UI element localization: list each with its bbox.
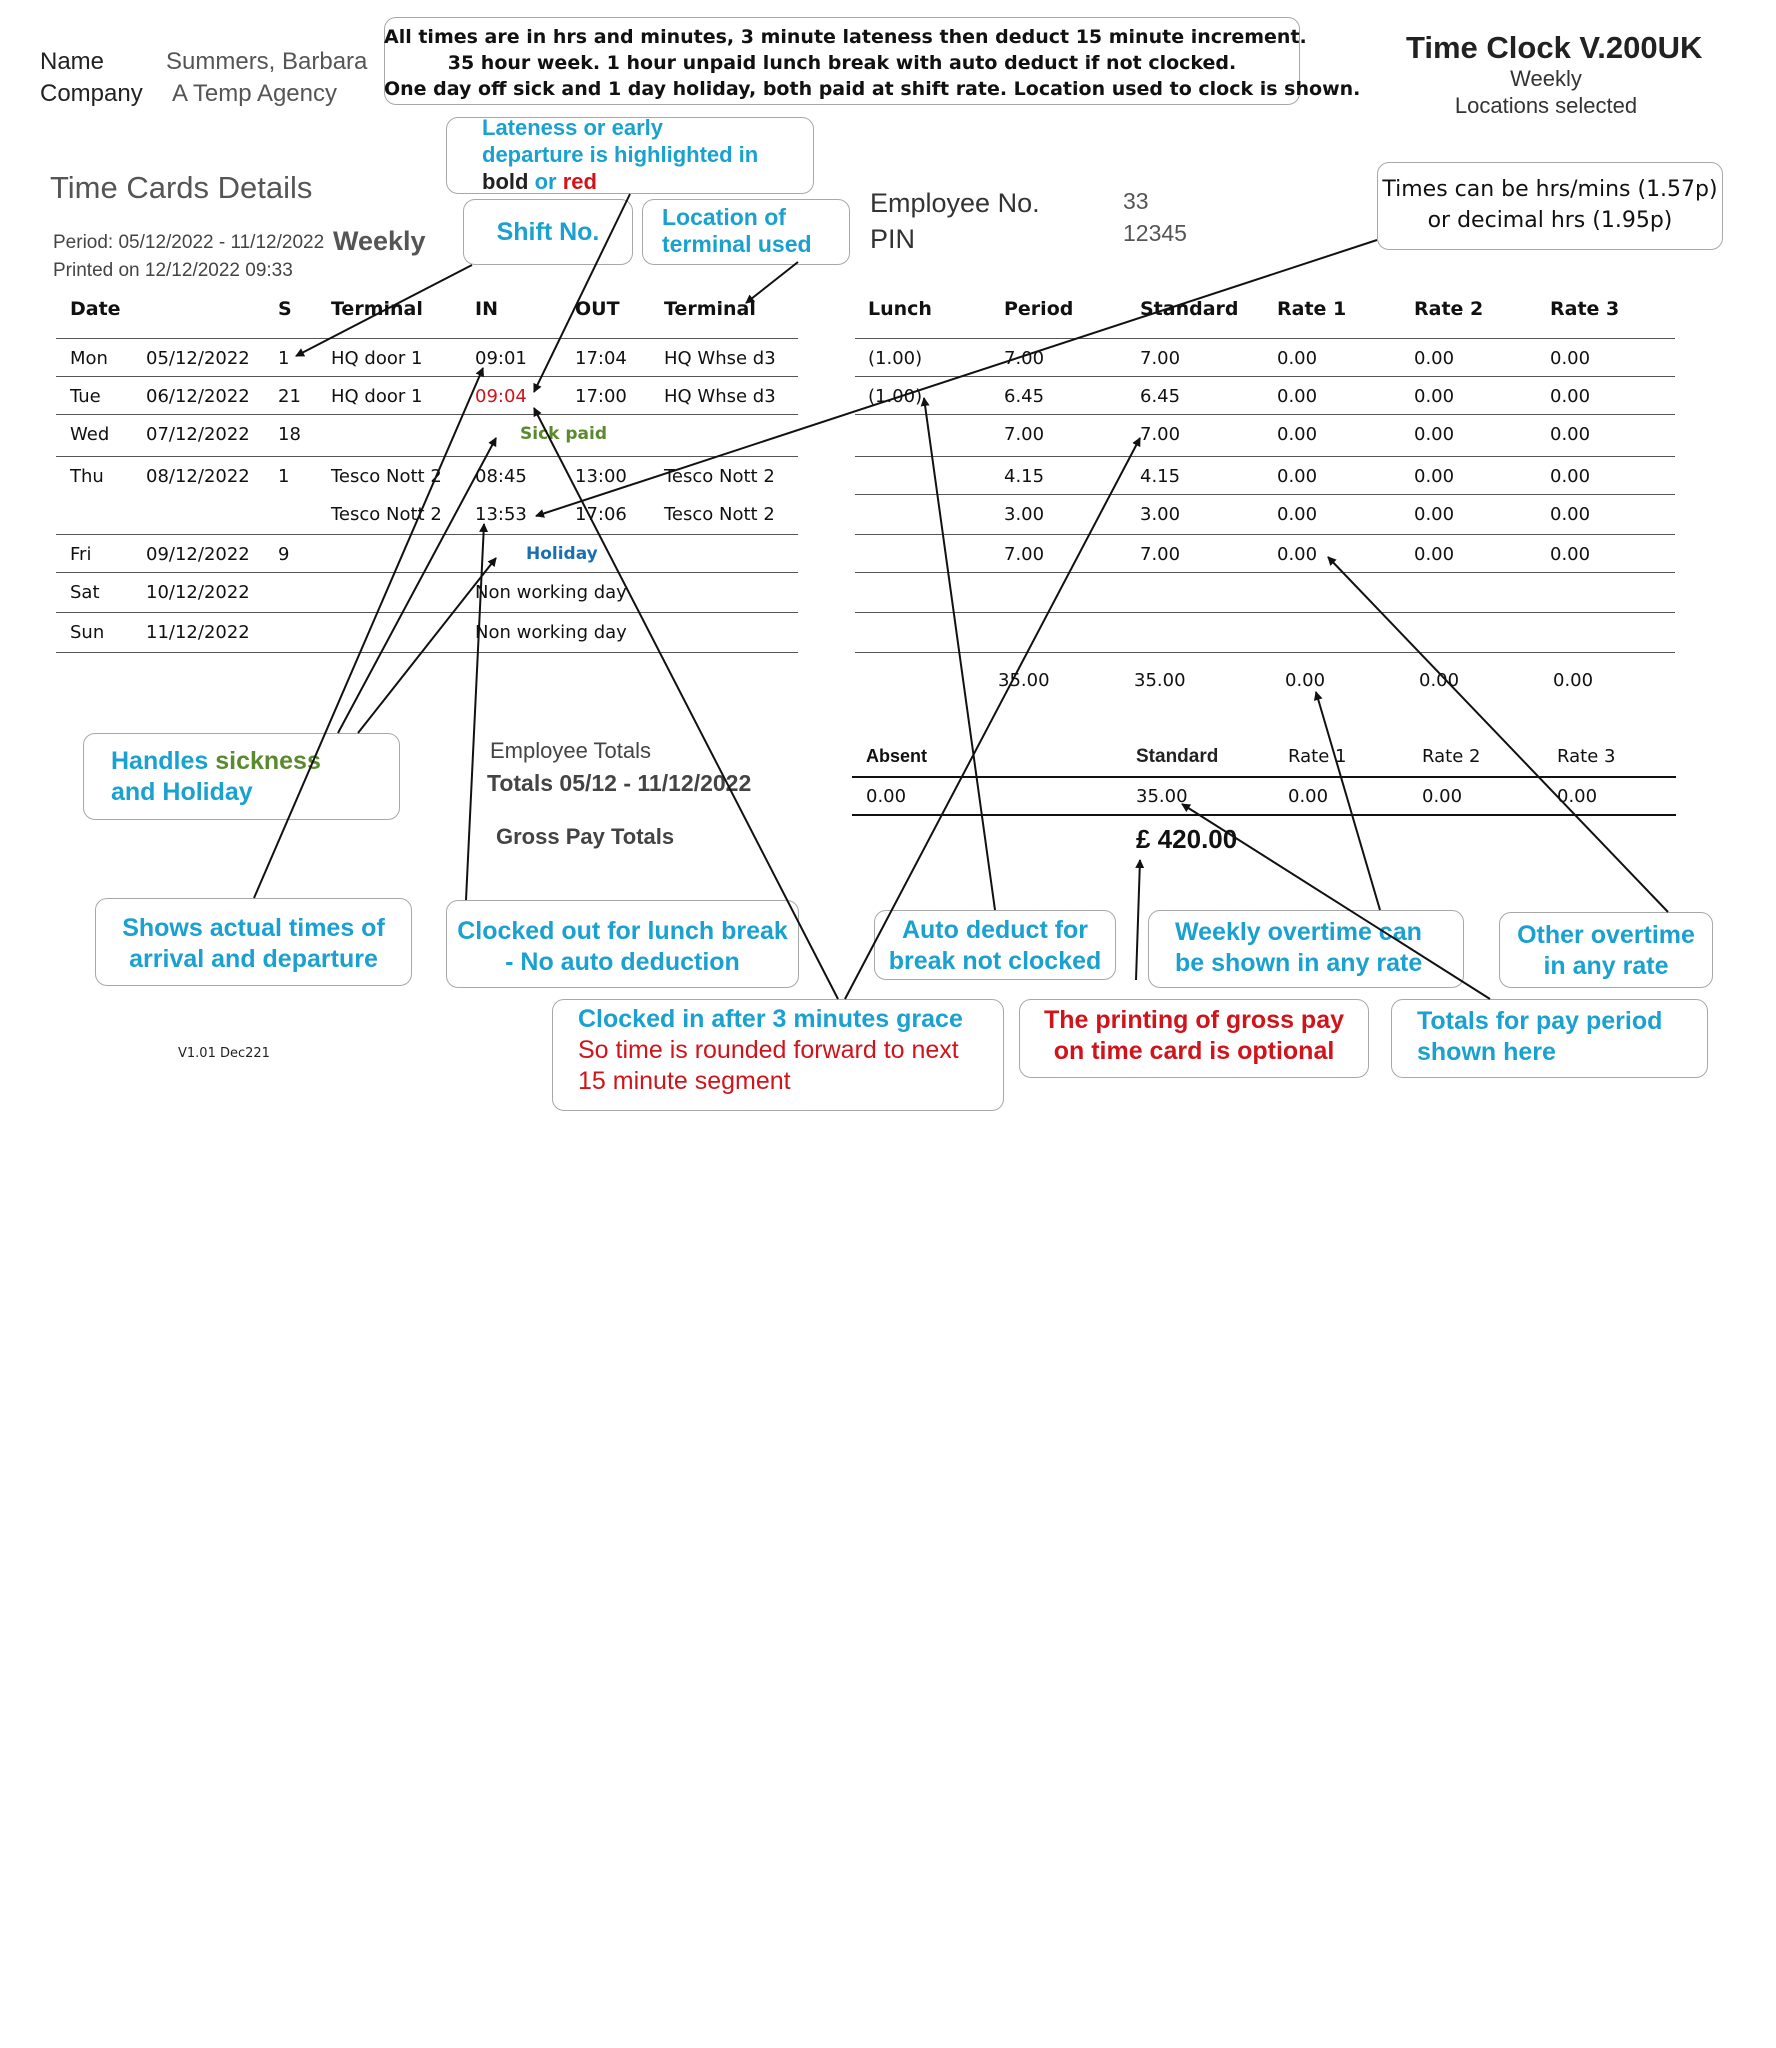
table-rule	[56, 652, 798, 653]
total-rate3: 0.00	[1553, 670, 1594, 691]
row-terminal-in: Tesco Nott 2	[331, 466, 442, 487]
row-period: 3.00	[1004, 504, 1045, 525]
table-rule	[56, 376, 798, 377]
row-date: 11/12/2022	[146, 622, 250, 643]
row-rate2: 0.00	[1414, 386, 1455, 407]
row-rate1: 0.00	[1277, 348, 1318, 369]
col-header-date: Date	[70, 298, 121, 320]
callout-lateness-text: Lateness or early departure is highlighted in bold or red	[482, 115, 759, 194]
row-date: 08/12/2022	[146, 466, 250, 487]
callout-weekly-overtime-text: Weekly overtime can be shown in any rate	[1175, 918, 1423, 977]
row-terminal-out: HQ Whse d3	[664, 348, 776, 369]
row-shift: 18	[278, 424, 301, 445]
arrow-other-overtime	[1328, 557, 1668, 912]
callout-shift-no-text: Shift No.	[496, 218, 600, 246]
table-rule	[852, 814, 1676, 816]
arrow-times-format	[536, 240, 1377, 516]
col-header-rate1-total: Rate 1	[1288, 746, 1347, 767]
callout-auto-deduct-text: Auto deduct for break not clocked	[888, 916, 1102, 975]
company-name: A Temp Agency	[172, 80, 337, 107]
row-rate1: 0.00	[1277, 386, 1318, 407]
row-date: 05/12/2022	[146, 348, 250, 369]
table-rule	[56, 338, 798, 339]
arrow-location	[746, 262, 798, 303]
row-period: 6.45	[1004, 386, 1045, 407]
row-day: Wed	[70, 424, 110, 445]
callout-lunch-break-text: Clocked out for lunch break - No auto deduction	[457, 917, 788, 976]
row-period: 7.00	[1004, 424, 1045, 445]
col-header-rate2: Rate 2	[1414, 298, 1484, 320]
row-period: 7.00	[1004, 544, 1045, 565]
row-in-time: 09:01	[475, 348, 527, 369]
row-rate1: 0.00	[1277, 504, 1318, 525]
printed-on: Printed on 12/12/2022 09:33	[53, 260, 293, 281]
row-day: Fri	[70, 544, 92, 565]
table-rule	[855, 494, 1675, 495]
col-header-rate2-total: Rate 2	[1422, 746, 1481, 767]
col-header-rate3: Rate 3	[1550, 298, 1620, 320]
row-rate2: 0.00	[1414, 424, 1455, 445]
row-day: Tue	[70, 386, 101, 407]
row-rate1: 0.00	[1277, 424, 1318, 445]
row-date: 10/12/2022	[146, 582, 250, 603]
col-header-absent: Absent	[866, 746, 928, 766]
row-rate3: 0.00	[1550, 348, 1591, 369]
row-rate3: 0.00	[1550, 466, 1591, 487]
col-header-lunch: Lunch	[868, 298, 932, 320]
arrow-auto-deduct	[924, 398, 995, 910]
row-standard: 7.00	[1140, 348, 1181, 369]
row-terminal-in: Tesco Nott 2	[331, 504, 442, 525]
table-rule	[56, 572, 798, 573]
table-rule	[855, 414, 1675, 415]
row-rate2: 0.00	[1414, 544, 1455, 565]
callout-grace-text: Clocked in after 3 minutes grace So time is rounded forward to next 15 minute segment	[578, 1005, 963, 1095]
row-standard: 7.00	[1140, 424, 1181, 445]
app-subtitle: Weekly	[1510, 66, 1582, 91]
row-rate2: 0.00	[1414, 466, 1455, 487]
row-rate3: 0.00	[1550, 544, 1591, 565]
table-rule	[855, 376, 1675, 377]
standard-total: 35.00	[1136, 786, 1188, 807]
row-rate2: 0.00	[1414, 504, 1455, 525]
row-out-time: 17:00	[575, 386, 627, 407]
row-terminal-out: HQ Whse d3	[664, 386, 776, 407]
col-header-rate1: Rate 1	[1277, 298, 1347, 320]
rate3-total: 0.00	[1557, 786, 1598, 807]
callout-location-text: Location of terminal used	[662, 204, 812, 257]
table-rule	[56, 612, 798, 613]
row-period: 7.00	[1004, 348, 1045, 369]
row-day: Sun	[70, 622, 105, 643]
app-title: Time Clock V.200UK	[1406, 30, 1703, 65]
row-rate3: 0.00	[1550, 424, 1591, 445]
company-label: Company	[40, 80, 143, 107]
callout-times-format-text: Times can be hrs/mins (1.57p) or decimal hrs (1.95p)	[1382, 177, 1718, 233]
col-header-standard-total: Standard	[1136, 746, 1219, 767]
row-rate3: 0.00	[1550, 504, 1591, 525]
total-standard: 35.00	[1134, 670, 1186, 691]
row-shift: 21	[278, 386, 301, 407]
row-shift: 1	[278, 466, 290, 487]
table-rule	[56, 456, 798, 457]
row-rate1: 0.00	[1277, 544, 1318, 565]
row-shift: 9	[278, 544, 290, 565]
name-label: Name	[40, 48, 105, 75]
col-header-standard: Standard	[1140, 298, 1239, 320]
app-subtitle-2: Locations selected	[1454, 93, 1638, 118]
col-header-terminal-out: Terminal	[664, 298, 756, 320]
row-out-time: 17:06	[575, 504, 627, 525]
table-rule	[855, 534, 1675, 535]
row-lunch: (1.00)	[868, 386, 923, 407]
row-period: 4.15	[1004, 466, 1045, 487]
total-rate2: 0.00	[1419, 670, 1460, 691]
gross-pay-amount: £ 420.00	[1136, 824, 1238, 854]
row-terminal-in: HQ door 1	[331, 386, 423, 407]
row-out-time: 17:04	[575, 348, 627, 369]
row-standard: 7.00	[1140, 544, 1181, 565]
pin: 12345	[1123, 220, 1187, 246]
non-working-note: Non working day	[475, 622, 627, 643]
table-rule	[855, 338, 1675, 339]
row-standard: 3.00	[1140, 504, 1181, 525]
col-header-in: IN	[475, 298, 498, 320]
employee-totals-label: Employee Totals	[490, 738, 652, 763]
total-rate1: 0.00	[1285, 670, 1326, 691]
row-day: Mon	[70, 348, 108, 369]
col-header-shift: S	[278, 298, 292, 320]
row-terminal-out: Tesco Nott 2	[664, 466, 775, 487]
row-in-time: 13:53	[475, 504, 527, 525]
table-rule	[56, 414, 798, 415]
row-day: Sat	[70, 582, 100, 603]
arrow-lunch-break	[466, 524, 484, 900]
row-date: 06/12/2022	[146, 386, 250, 407]
col-header-terminal-in: Terminal	[331, 298, 423, 320]
employee-no-label: Employee No.	[870, 188, 1040, 218]
table-rule	[852, 776, 1676, 778]
row-in-time: 08:45	[475, 466, 527, 487]
row-in-time-late: 09:04	[475, 386, 527, 407]
absent-total: 0.00	[866, 786, 907, 807]
holiday-note: Holiday	[526, 544, 598, 564]
employee-no: 33	[1123, 188, 1149, 214]
non-working-note: Non working day	[475, 582, 627, 603]
row-rate1: 0.00	[1277, 466, 1318, 487]
info-text: All times are in hrs and minutes, 3 minute lateness then deduct 15 minute increment. 35 hour week. 1 hour unpaid lunch break with auto deduct if not clocked. One day off sick and 1 day holiday, both paid at shift rate. Location used to clock is shown.	[384, 26, 1361, 100]
page-title: Time Cards Details	[50, 170, 313, 205]
gross-pay-label: Gross Pay Totals	[496, 824, 675, 849]
callout-gross-optional-text: The printing of gross pay on time card is optional	[1043, 1006, 1344, 1065]
rate1-total: 0.00	[1288, 786, 1329, 807]
table-rule	[855, 456, 1675, 457]
pin-label: PIN	[870, 224, 916, 254]
row-date: 09/12/2022	[146, 544, 250, 565]
row-standard: 6.45	[1140, 386, 1181, 407]
table-rule	[855, 612, 1675, 613]
callout-actual-times-text: Shows actual times of arrival and departure	[122, 914, 385, 973]
row-rate2: 0.00	[1414, 348, 1455, 369]
employee-name: Summers, Barbara	[166, 48, 368, 75]
col-header-period: Period	[1004, 298, 1074, 320]
sick-paid-note: Sick paid	[520, 424, 608, 444]
arrow-gross-optional	[1136, 860, 1140, 980]
callout-sickness-text: Handles sickness and Holiday	[111, 747, 321, 806]
table-rule	[56, 534, 798, 535]
row-lunch: (1.00)	[868, 348, 923, 369]
period-frequency: Weekly	[333, 226, 426, 256]
callout-totals-period-text: Totals for pay period shown here	[1417, 1007, 1663, 1066]
table-rule	[855, 652, 1675, 653]
callout-other-overtime-text: Other overtime in any rate	[1517, 921, 1695, 980]
row-terminal-in: HQ door 1	[331, 348, 423, 369]
row-terminal-out: Tesco Nott 2	[664, 504, 775, 525]
row-out-time: 13:00	[575, 466, 627, 487]
row-date: 07/12/2022	[146, 424, 250, 445]
row-day: Thu	[70, 466, 104, 487]
row-standard: 4.15	[1140, 466, 1181, 487]
employee-totals-range: Totals 05/12 - 11/12/2022	[487, 770, 752, 796]
col-header-out: OUT	[575, 298, 620, 320]
row-shift: 1	[278, 348, 290, 369]
row-rate3: 0.00	[1550, 386, 1591, 407]
rate2-total: 0.00	[1422, 786, 1463, 807]
col-header-rate3-total: Rate 3	[1557, 746, 1616, 767]
total-period: 35.00	[998, 670, 1050, 691]
version-label: V1.01 Dec221	[178, 1046, 270, 1061]
period-range: Period: 05/12/2022 - 11/12/2022	[53, 232, 325, 253]
table-rule	[855, 572, 1675, 573]
